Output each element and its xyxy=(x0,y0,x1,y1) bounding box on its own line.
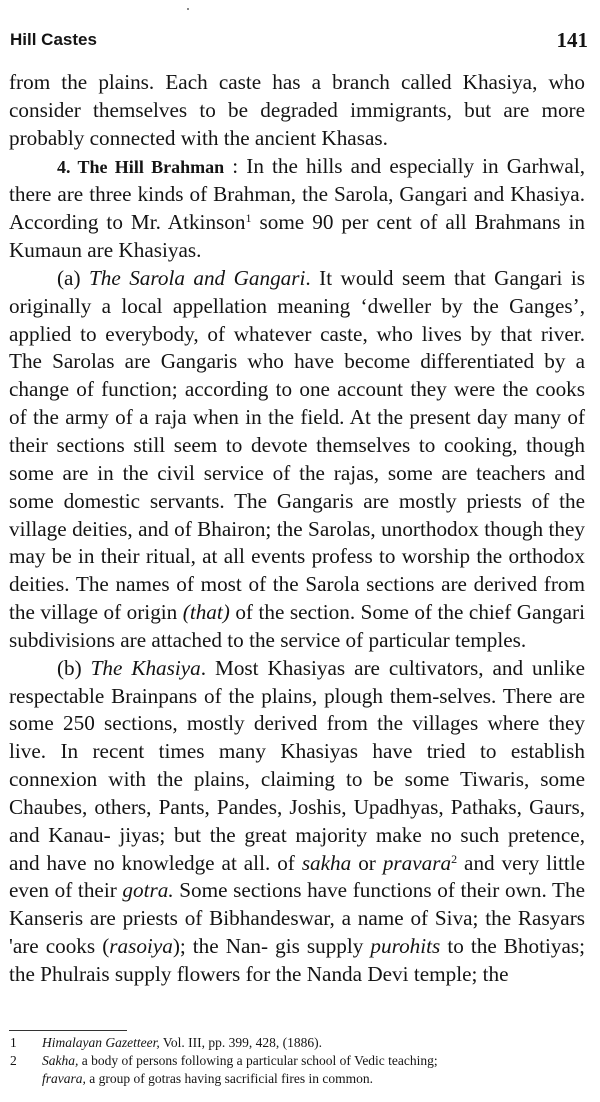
footnote-number: 2 xyxy=(10,1053,17,1068)
footnote-ref-2: 2 xyxy=(451,851,458,866)
paragraph-continuation: from the plains. Each caste has a branch called Khasiya, who consider themselves to be degraded immigrants, but are more probably connected with the ancient Khasas. xyxy=(9,70,585,150)
footnote-ref-1: 1 xyxy=(245,211,252,226)
running-head: Hill Castes xyxy=(10,30,97,49)
footnote-divider xyxy=(9,1030,127,1031)
paragraph-khasiya: (b) The Khasiya. Most Khasiyas are cultivators, and unlike respectable Brainpans of the plains, plough them-selves. There are some 250 sections, mostly derived from the villages where they live. In recent times many Khasiyas have tried to establish connexion with the plains, claiming to be some Tiwaris, some Chaubes, others, Pants, Pandes, Joshis, Upadhyas, Pathaks, Gaurs, and Kanau- jiyas; but the great majority make no such pretence, and have no knowledge at all. of sakha or pravara$^2$ and very little even of their gotra. Some sections have functions of their own. The Kanseris are priests of Bibhandeswar, a name of Siva; the Rasyars 'are cooks (rasoiya); the Nan- gis supply purohits to the Bhotiyas; the Phulrais supply flowers for the Nanda Devi temple; the xyxy=(9,655,586,986)
scan-speck xyxy=(187,8,189,10)
footnote-number: 1 xyxy=(10,1035,17,1050)
paragraph-hill-brahman: 4. The Hill Brahman : In the hills and especially in Garhwal, there are three kinds of Brahman, the Sarola, Gangari and Khasiya. According to Mr. Atkinson$^1$ some 90 per cent of all Brahmans in Kumaun are Khasiyas. xyxy=(9,153,586,263)
footnote-1: 1 Himalayan Gazetteer, Vol. III, pp. 399, 428, (1886). xyxy=(10,1035,322,1050)
subsection-title: The Sarola and Gangari xyxy=(88,265,306,290)
page-number: 141 xyxy=(556,28,588,52)
subsection-title: The Khasiya xyxy=(90,655,201,680)
page-header xyxy=(10,26,588,60)
paragraph-sarola-gangari: (a) The Sarola and Gangari. It would seem that Gangari is originally a local appellation meaning ‘dweller by the Ganges’, applied to everybody, of whatever caste, who lives by that river. The Sarolas are Gangaris who have become differentiated by a change of function; according to one account they were the cooks of the army of a raja when in the field. At the present day many of their sections still seem to devote themselves to cooking, though some are in the civil service of the rajas, some are teachers and some domestic servants. The Gangaris are mostly priests of the village deities, and of Bhairon; the Sarolas, unorthodox though they may be in their ritual, at all events profess to worship the orthodox deities. The names of most of the Sarola sections are derived from the village of origin (that) of the section. Some of the chief Gangari subdivisions are attached to the service of particular temples. xyxy=(9,265,586,652)
footnote-2: 2 Sakha, a body of persons following a particular school of Vedic teaching; fravara, a group of gotras having sacrificial fires in common. xyxy=(10,1053,438,1086)
body-text xyxy=(9,69,585,989)
footnotes xyxy=(10,1034,590,1088)
section-heading: 4. The Hill Brahman xyxy=(57,156,225,177)
